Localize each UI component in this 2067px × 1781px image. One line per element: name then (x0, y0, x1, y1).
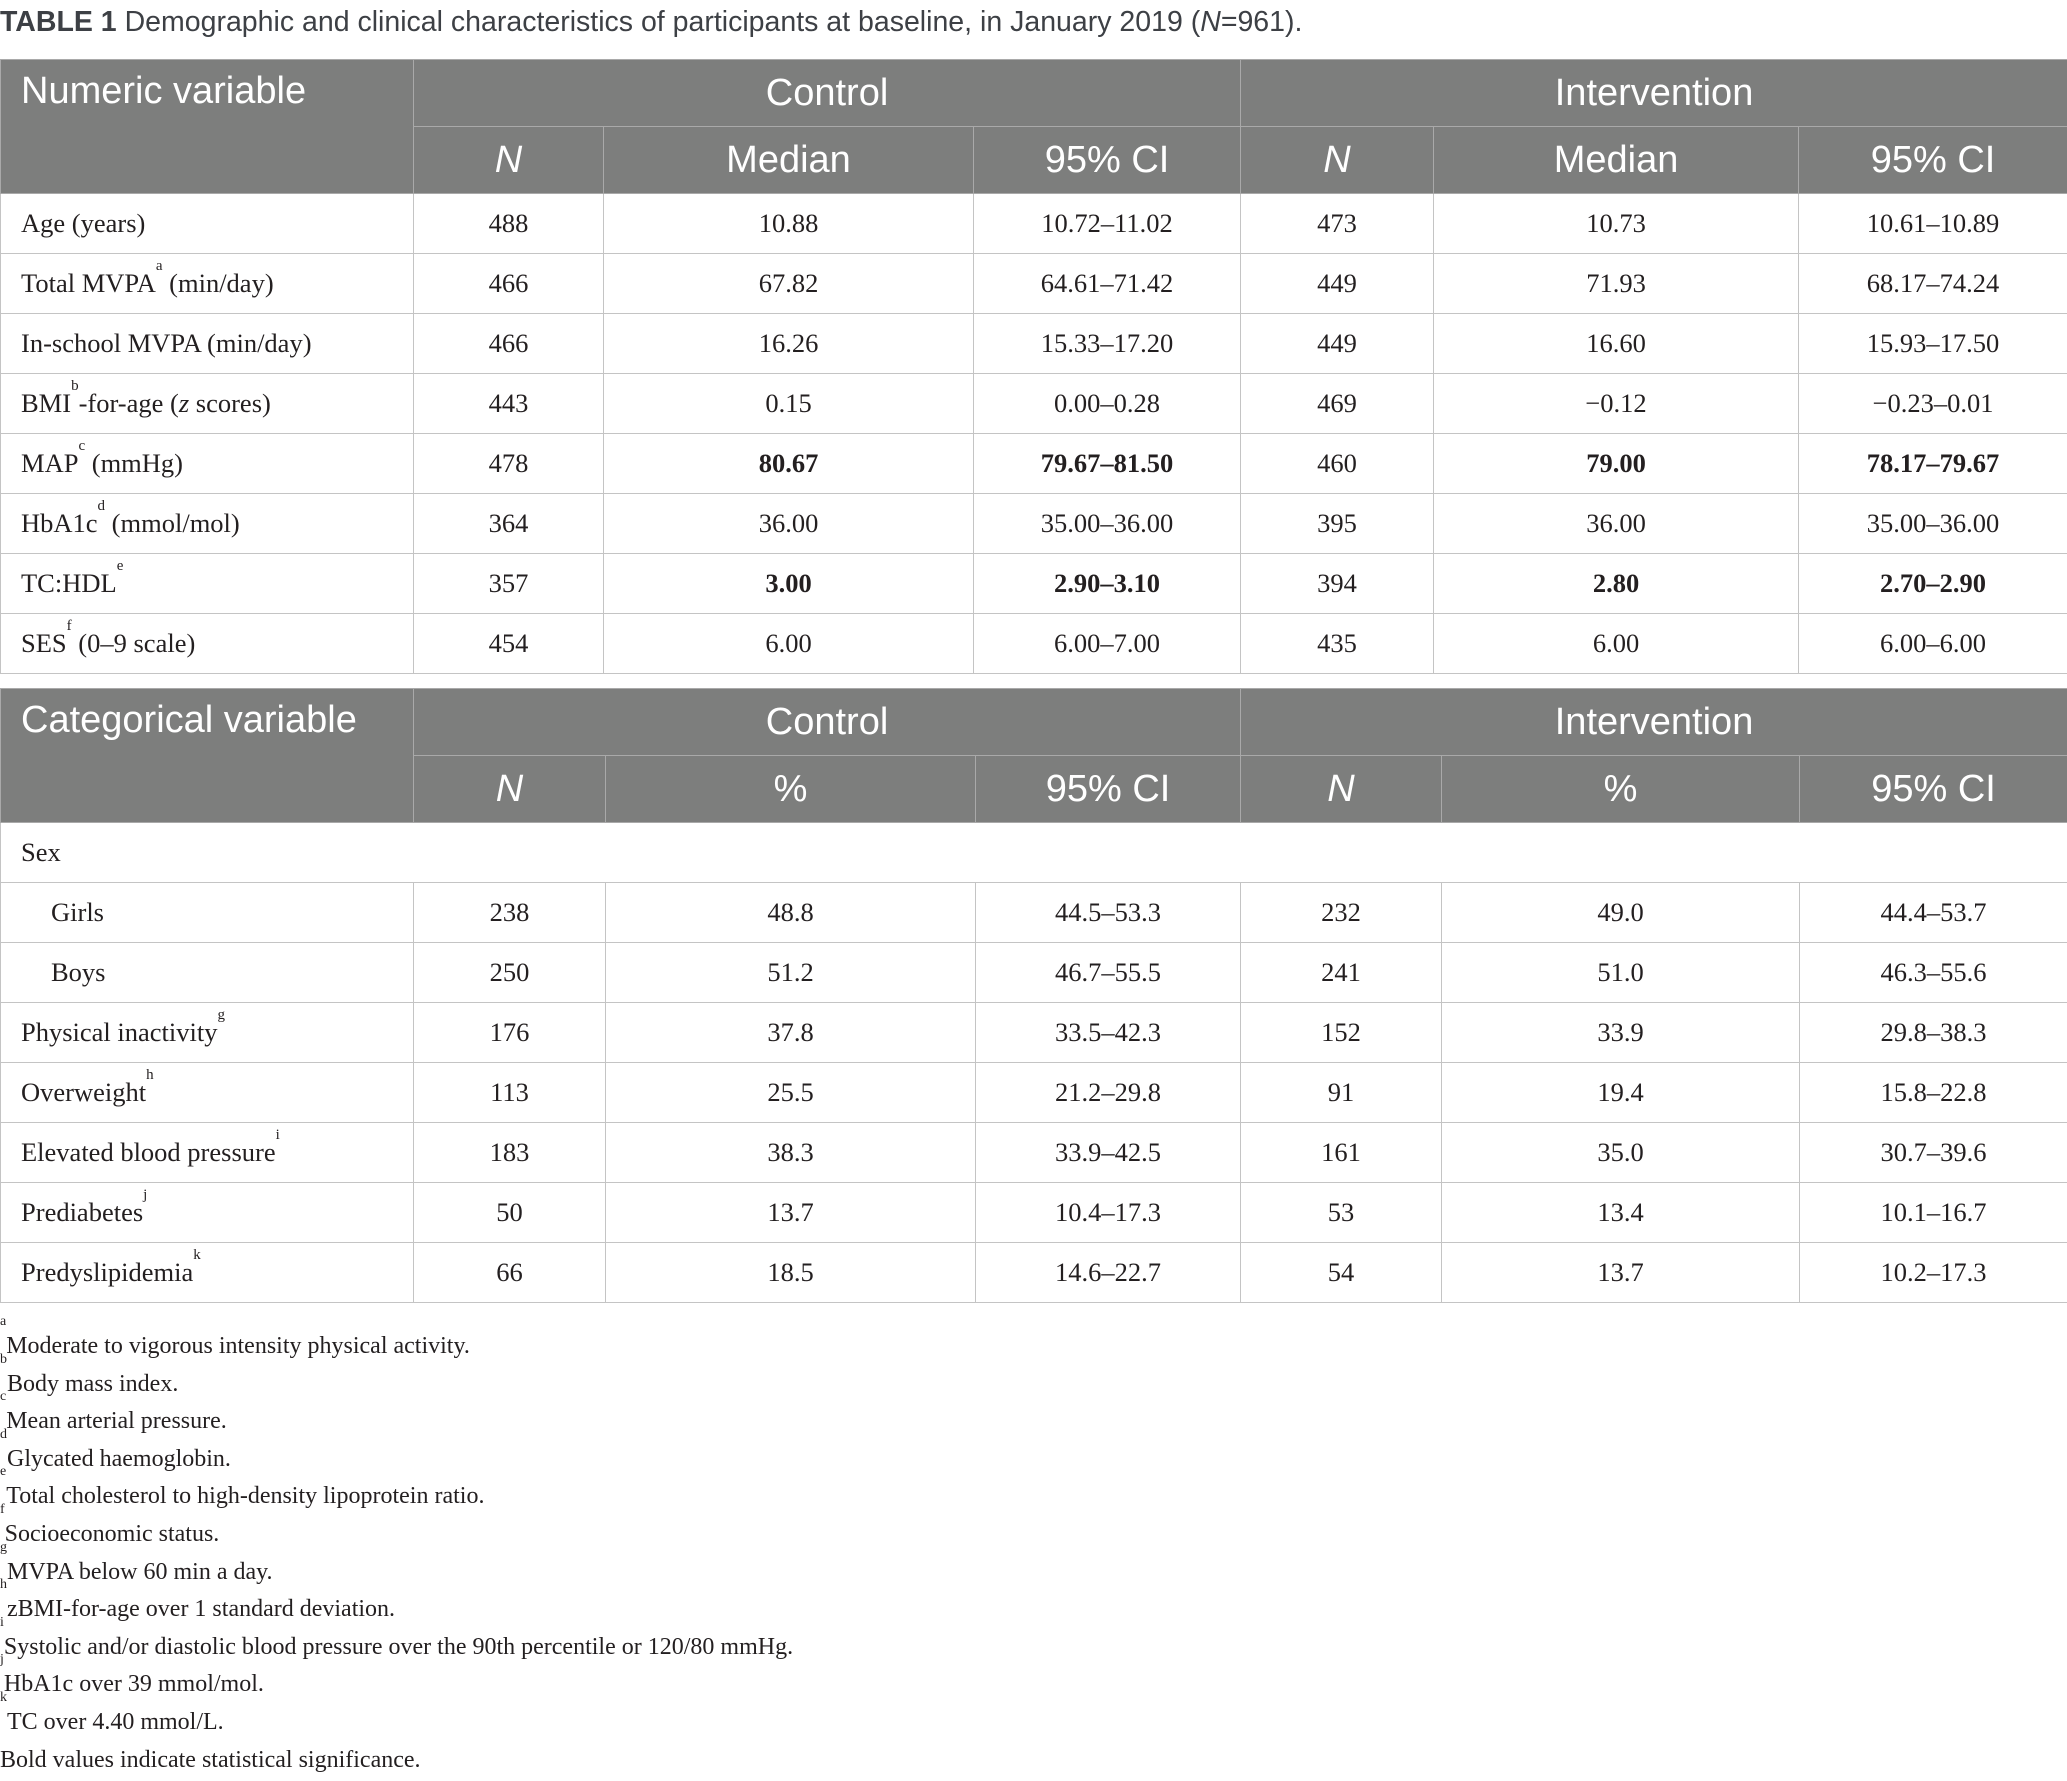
control-ci: 14.6–22.7 (976, 1243, 1241, 1303)
control-n: 50 (414, 1183, 606, 1243)
intervention-ci: 15.8–22.8 (1800, 1063, 2067, 1123)
table-row (1, 194, 2067, 254)
intervention-pct: 49.0 (1442, 883, 1800, 943)
intervention-pct: 51.0 (1442, 943, 1800, 1003)
table-row (1, 1183, 2067, 1243)
table-row (1, 254, 2067, 314)
footnote: $^d$Glycated haemoglobin. (0, 1426, 231, 1472)
intervention-ci: 15.93–17.50 (1799, 314, 2067, 374)
intervention-ci: 46.3–55.6 (1800, 943, 2067, 1003)
intervention-n: 161 (1241, 1123, 1442, 1183)
control-pct: 37.8 (606, 1003, 976, 1063)
intervention-pct-header: % (1442, 756, 1800, 823)
intervention-n: 53 (1241, 1183, 1442, 1243)
numeric-control-header: Control (414, 60, 1241, 127)
control-n: 364 (414, 494, 604, 554)
row-label: Overweight$^h$ (1, 1063, 414, 1123)
row-label: Prediabetes$^j$ (1, 1183, 414, 1243)
categorical-group-header-row (1, 689, 2067, 756)
intervention-ci: 68.17–74.24 (1799, 254, 2067, 314)
control-median: 36.00 (604, 494, 974, 554)
control-n: 250 (414, 943, 606, 1003)
control-pct: 38.3 (606, 1123, 976, 1183)
footnote: $^h$zBMI-for-age over 1 standard deviation. (0, 1577, 396, 1623)
table-row (1, 554, 2067, 614)
control-pct: 51.2 (606, 943, 976, 1003)
intervention-median: 2.80 (1434, 554, 1799, 614)
intervention-median: −0.12 (1434, 374, 1799, 434)
row-label: $HbA1c^d$ (mmol/mol) (1, 494, 414, 554)
row-label: Total MVPA$^a$ (min/day) (1, 254, 414, 314)
control-n-header: N (414, 127, 604, 194)
row-label: Elevated blood pressure$^i$ (1, 1123, 414, 1183)
intervention-n: 449 (1241, 314, 1434, 374)
caption-text-end: =961). (1220, 6, 1303, 38)
control-ci: 79.67–81.50 (974, 434, 1241, 494)
table-label: TABLE 1 (0, 6, 117, 38)
control-n: 113 (414, 1063, 606, 1123)
intervention-n: 241 (1241, 943, 1442, 1003)
row-label: TC:HDL$^e$ (1, 554, 414, 614)
control-ci: 35.00–36.00 (974, 494, 1241, 554)
intervention-n: 394 (1241, 554, 1434, 614)
intervention-ci-header: 95% CI (1800, 756, 2067, 823)
intervention-ci: 10.1–16.7 (1800, 1183, 2067, 1243)
footnote: $^a$Moderate to vigorous intensity physical activity. (0, 1314, 470, 1359)
categorical-control-header: Control (414, 689, 1241, 756)
intervention-ci: 2.70–2.90 (1799, 554, 2067, 614)
intervention-ci: −0.23–0.01 (1799, 374, 2067, 434)
control-pct-header: % (606, 756, 976, 823)
intervention-n-header: N (1241, 127, 1434, 194)
caption-n-symbol: N (1200, 6, 1221, 38)
footnote-marker: j (143, 1187, 148, 1203)
control-median-header: Median (604, 127, 974, 194)
table-caption (0, 6, 2067, 46)
intervention-n: 449 (1241, 254, 1434, 314)
control-ci: 2.90–3.10 (974, 554, 1241, 614)
intervention-median: 36.00 (1434, 494, 1799, 554)
table-row (1, 1243, 2067, 1303)
footnote-marker: g (217, 1007, 226, 1023)
control-n: 357 (414, 554, 604, 614)
footnote: $^k$TC over 4.40 mmol/L. (0, 1689, 224, 1735)
control-pct: 13.7 (606, 1183, 976, 1243)
intervention-ci: 6.00–6.00 (1799, 614, 2067, 674)
control-n: 176 (414, 1003, 606, 1063)
table-row (1, 434, 2067, 494)
control-median: 67.82 (604, 254, 974, 314)
sex-section-label: Sex (1, 823, 2067, 883)
control-n: 238 (414, 883, 606, 943)
control-ci: 21.2–29.8 (976, 1063, 1241, 1123)
control-ci: 6.00–7.00 (974, 614, 1241, 674)
control-ci: 33.9–42.5 (976, 1123, 1241, 1183)
footnote: $^c$Mean arterial pressure. (0, 1389, 227, 1435)
table-row (1, 1063, 2067, 1123)
intervention-pct: 19.4 (1442, 1063, 1800, 1123)
categorical-intervention-header: Intervention (1241, 689, 2067, 756)
intervention-median: 71.93 (1434, 254, 1799, 314)
intervention-n: 473 (1241, 194, 1434, 254)
control-pct: 48.8 (606, 883, 976, 943)
caption-text: Demographic and clinical characteristics of participants at baseline, in January 2019 ( (124, 6, 1201, 38)
control-ci: 10.72–11.02 (974, 194, 1241, 254)
control-median: 10.88 (604, 194, 974, 254)
control-n: 183 (414, 1123, 606, 1183)
intervention-n-header: N (1241, 756, 1442, 823)
table-row (1, 614, 2067, 674)
control-ci: 10.4–17.3 (976, 1183, 1241, 1243)
footnotes (0, 1314, 794, 1779)
row-label: In-school MVPA (min/day) (1, 314, 414, 374)
footnote-marker: e (116, 558, 124, 574)
intervention-median: 16.60 (1434, 314, 1799, 374)
footnote: $^b$Body mass index. (0, 1351, 179, 1397)
footnote-marker: k (193, 1247, 201, 1263)
intervention-pct: 35.0 (1442, 1123, 1800, 1183)
numeric-intervention-header: Intervention (1241, 60, 2067, 127)
control-median: 16.26 (604, 314, 974, 374)
intervention-ci: 30.7–39.6 (1800, 1123, 2067, 1183)
table-row (1, 943, 2067, 1003)
control-median: 80.67 (604, 434, 974, 494)
footnote: $^j$HbA1c over 39 mmol/mol. (0, 1652, 264, 1698)
footnote-marker: b (71, 378, 79, 394)
table-row (1, 1123, 2067, 1183)
intervention-n: 460 (1241, 434, 1434, 494)
control-pct: 25.5 (606, 1063, 976, 1123)
row-label: Boys (1, 943, 414, 1003)
row-label: Age (years) (1, 194, 414, 254)
footnote: $^i$Systolic and/or diastolic blood pressure over the 90th percentile or 120/80 mmHg. (0, 1614, 794, 1660)
control-n-header: N (414, 756, 606, 823)
control-ci-header: 95% CI (976, 756, 1241, 823)
intervention-ci: 44.4–53.7 (1800, 883, 2067, 943)
row-label: BMI$^b$-for-age (z scores) (1, 374, 414, 434)
intervention-n: 395 (1241, 494, 1434, 554)
row-label: Physical inactivity$^g$ (1, 1003, 414, 1063)
intervention-ci: 78.17–79.67 (1799, 434, 2067, 494)
intervention-median: 6.00 (1434, 614, 1799, 674)
control-ci: 64.61–71.42 (974, 254, 1241, 314)
intervention-n: 91 (1241, 1063, 1442, 1123)
table-row (1, 1003, 2067, 1063)
intervention-n: 469 (1241, 374, 1434, 434)
control-n: 466 (414, 254, 604, 314)
control-n: 454 (414, 614, 604, 674)
control-n: 488 (414, 194, 604, 254)
numeric-table (0, 59, 2067, 674)
footnote-marker: i (275, 1127, 280, 1143)
control-ci: 33.5–42.3 (976, 1003, 1241, 1063)
intervention-ci: 29.8–38.3 (1800, 1003, 2067, 1063)
row-label: Predyslipidemia$^k$ (1, 1243, 414, 1303)
intervention-pct: 13.7 (1442, 1243, 1800, 1303)
control-ci: 0.00–0.28 (974, 374, 1241, 434)
intervention-ci: 10.2–17.3 (1800, 1243, 2067, 1303)
control-n: 66 (414, 1243, 606, 1303)
intervention-ci: 35.00–36.00 (1799, 494, 2067, 554)
intervention-ci-header: 95% CI (1799, 127, 2067, 194)
numeric-variable-header: Numeric variable (1, 60, 414, 194)
control-ci: 46.7–55.5 (976, 943, 1241, 1003)
control-median: 3.00 (604, 554, 974, 614)
control-median: 0.15 (604, 374, 974, 434)
section-row (1, 823, 2067, 883)
intervention-median-header: Median (1434, 127, 1799, 194)
control-n: 478 (414, 434, 604, 494)
footnote-marker: c (78, 438, 86, 454)
footnote-marker: a (155, 258, 163, 274)
intervention-n: 435 (1241, 614, 1434, 674)
categorical-table (0, 688, 2067, 1303)
numeric-group-header-row (1, 60, 2067, 127)
intervention-n: 54 (1241, 1243, 1442, 1303)
footnote: $^g$MVPA below 60 min a day. (0, 1539, 273, 1585)
footnote-marker: h (146, 1067, 154, 1083)
footnote: $^f$Socioeconomic status. (0, 1501, 220, 1547)
row-label: MAP$^c$ (mmHg) (1, 434, 414, 494)
table-row (1, 314, 2067, 374)
footnote-marker: f (66, 618, 72, 634)
control-n: 466 (414, 314, 604, 374)
intervention-median: 79.00 (1434, 434, 1799, 494)
row-label: SES$^f$ (0–9 scale) (1, 614, 414, 674)
intervention-pct: 33.9 (1442, 1003, 1800, 1063)
intervention-n: 232 (1241, 883, 1442, 943)
footnote: $^e$Total cholesterol to high-density lipoprotein ratio. (0, 1464, 485, 1510)
table-row (1, 494, 2067, 554)
row-label: Girls (1, 883, 414, 943)
footnote-marker: d (97, 498, 106, 514)
intervention-pct: 13.4 (1442, 1183, 1800, 1243)
table-row (1, 883, 2067, 943)
bold-note: Bold values indicate statistical significance. (0, 1746, 421, 1773)
control-pct: 18.5 (606, 1243, 976, 1303)
control-ci: 15.33–17.20 (974, 314, 1241, 374)
categorical-variable-header: Categorical variable (1, 689, 414, 823)
control-ci: 44.5–53.3 (976, 883, 1241, 943)
intervention-median: 10.73 (1434, 194, 1799, 254)
table-row (1, 374, 2067, 434)
control-ci-header: 95% CI (974, 127, 1241, 194)
control-n: 443 (414, 374, 604, 434)
intervention-ci: 10.61–10.89 (1799, 194, 2067, 254)
control-median: 6.00 (604, 614, 974, 674)
intervention-n: 152 (1241, 1003, 1442, 1063)
